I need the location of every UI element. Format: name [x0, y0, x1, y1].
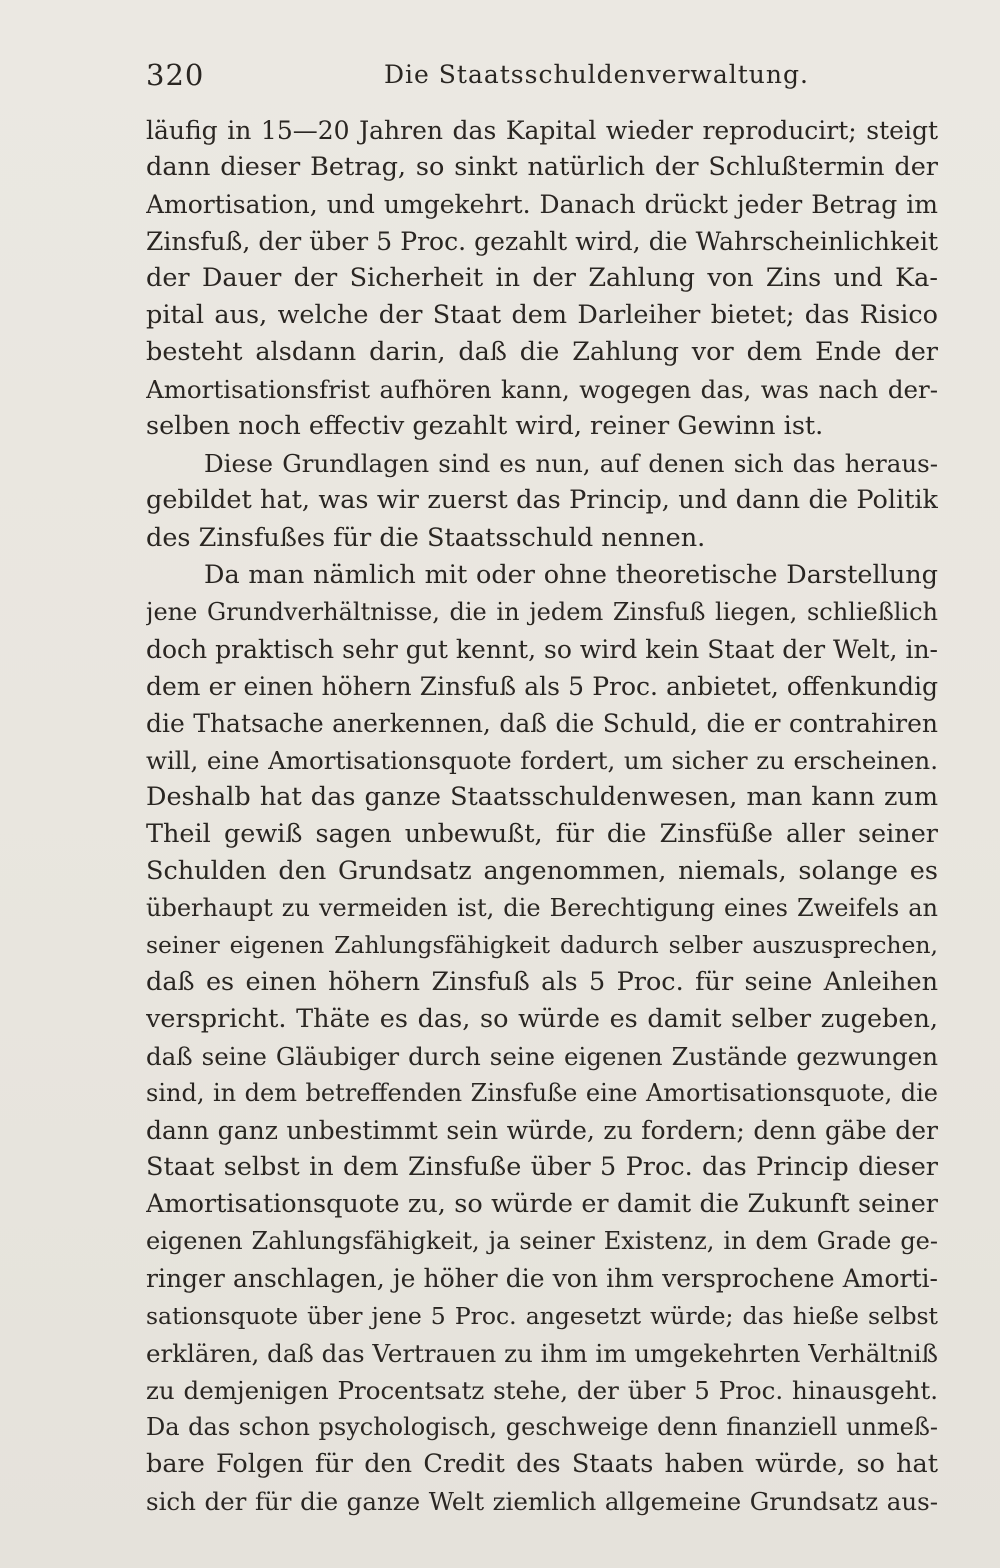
text-line: besteht alsdann darin, daß die Zahlung vor dem Ende der: [146, 337, 938, 368]
text-line: zu demjenigen Procentsatz stehe, der über 5 Proc. hinausgeht.: [146, 1375, 938, 1405]
text-line: des Zinsfußes für die Staatsschuld nennen.: [146, 522, 706, 553]
text-line: gebildet hat, was wir zuerst das Princip, und dann die Politik: [146, 485, 938, 516]
body-text: [146, 112, 938, 1520]
text-line: sationsquote über jene 5 Proc. angesetzt würde; das hieße selbst: [146, 1301, 938, 1330]
text-line: Staat selbst in dem Zinsfuße über 5 Proc. das Princip dieser: [146, 1152, 938, 1183]
text-line: Da man nämlich mit oder ohne theoretische Darstellung: [204, 559, 938, 590]
text-line: erklären, daß das Vertrauen zu ihm im umgekehrten Verhältniß: [146, 1338, 938, 1368]
text-line: dem er einen höhern Zinsfuß als 5 Proc. anbietet, offenkundig: [146, 671, 938, 701]
text-line: seiner eigenen Zahlungsfähigkeit dadurch selber auszusprechen,: [146, 931, 938, 960]
text-line: will, eine Amortisationsquote fordert, um sicher zu erscheinen.: [146, 745, 938, 775]
text-line: die Thatsache anerkennen, daß die Schuld, die er contrahiren: [146, 708, 938, 738]
text-line: ringer anschlagen, je höher die von ihm versprochene Amorti-: [146, 1264, 938, 1294]
text-line: daß seine Gläubiger durch seine eigenen Zustände gezwungen: [146, 1042, 938, 1072]
text-line: daß es einen höhern Zinsfuß als 5 Proc. für seine Anleihen: [146, 967, 938, 998]
text-line: jene Grundverhältnisse, die in jedem Zinsfuß liegen, schließlich: [146, 597, 938, 626]
text-line: bare Folgen für den Credit des Staats haben würde, so hat: [146, 1448, 938, 1479]
text-line: läufig in 15—20 Jahren das Kapital wieder reproducirt; steigt: [146, 116, 938, 145]
text-line: doch praktisch sehr gut kennt, so wird kein Staat der Welt, in-: [146, 634, 938, 664]
text-line: Theil gewiß sagen unbewußt, für die Zinsfüße aller seiner: [146, 818, 938, 849]
text-line: Amortisation, und umgekehrt. Danach drückt jeder Betrag im: [146, 190, 938, 220]
text-line: eigenen Zahlungsfähigkeit, ja seiner Existenz, in dem Grade ge-: [146, 1227, 938, 1256]
text-line: Deshalb hat das ganze Staatsschuldenwesen, man kann zum: [146, 781, 938, 812]
text-line: dann ganz unbestimmt sein würde, zu fordern; denn gäbe der: [146, 1116, 938, 1146]
text-line: der Dauer der Sicherheit in der Zahlung von Zins und Ka-: [146, 263, 938, 294]
text-line: sich der für die ganze Welt ziemlich allgemeine Grundsatz aus-: [146, 1486, 938, 1516]
page-number: 320: [146, 58, 205, 92]
running-head: [146, 58, 946, 98]
text-line: Amortisationsquote zu, so würde er damit die Zukunft seiner: [146, 1189, 938, 1220]
text-line: Schulden den Grundsatz angenommen, niemals, solange es: [146, 855, 938, 886]
text-line: Da das schon psychologisch, geschweige denn finanziell unmeß-: [146, 1412, 938, 1441]
text-line: Zinsfuß, der über 5 Proc. gezahlt wird, die Wahrscheinlichkeit: [146, 227, 938, 257]
text-line: dann dieser Betrag, so sinkt natürlich der Schlußtermin der: [146, 152, 938, 183]
text-line: Amortisationsfrist aufhören kann, wogegen das, was nach der-: [146, 375, 938, 405]
text-line: überhaupt zu vermeiden ist, die Berechtigung eines Zweifels an: [146, 893, 938, 922]
text-line: sind, in dem betreffenden Zinsfuße eine Amortisationsquote, die: [146, 1079, 938, 1108]
text-line: Diese Grundlagen sind es nun, auf denen sich das heraus-: [204, 449, 938, 479]
text-line: verspricht. Thäte es das, so würde es damit selber zugeben,: [146, 1004, 938, 1035]
text-line: selben noch effectiv gezahlt wird, reiner Gewinn ist.: [146, 411, 824, 442]
text-line: pital aus, welche der Staat dem Darleiher bietet; das Risico: [146, 300, 938, 331]
running-title: Die Staatsschuldenverwaltung.: [384, 60, 809, 89]
